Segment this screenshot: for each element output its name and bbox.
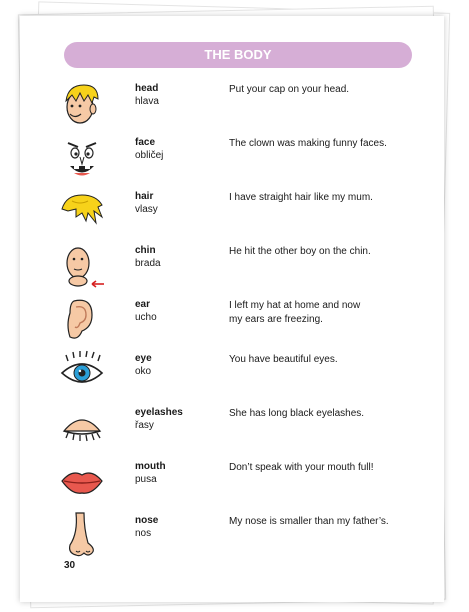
vocab-translation: obličej — [135, 150, 164, 161]
vocab-translation: oko — [135, 366, 152, 377]
example-line: Put your cap on your head. — [229, 84, 350, 95]
example-line: I left my hat at home and now — [229, 300, 361, 311]
eye-icon — [58, 349, 106, 397]
example-line: Don’t speak with your mouth full! — [229, 462, 374, 473]
vocab-translation: pusa — [135, 474, 157, 485]
vocab-row-chin — [20, 241, 444, 291]
vocab-row-face — [20, 133, 444, 183]
vocab-example — [229, 353, 429, 367]
vocab-row-mouth — [20, 457, 444, 507]
vocab-row-eyelashes — [20, 403, 444, 453]
nose-icon — [58, 511, 106, 559]
hair-icon — [58, 187, 106, 235]
face-icon — [58, 133, 106, 181]
example-line: My nose is smaller than my father’s. — [229, 516, 389, 527]
vocab-example — [229, 191, 429, 205]
vocab-word: nose — [135, 515, 159, 526]
vocab-example — [229, 515, 429, 529]
vocab-row-head — [20, 79, 444, 129]
vocab-row-eye — [20, 349, 444, 399]
vocab-example — [229, 461, 429, 475]
vocab-example — [229, 83, 429, 97]
example-line: my ears are freezing. — [229, 314, 323, 325]
vocab-word: mouth — [135, 461, 166, 472]
example-line: The clown was making funny faces. — [229, 138, 387, 149]
vocab-example — [229, 299, 429, 327]
section-title-banner: THE BODY — [64, 42, 412, 68]
vocab-row-ear — [20, 295, 444, 345]
example-line: I have straight hair like my mum. — [229, 192, 373, 203]
example-line: You have beautiful eyes. — [229, 354, 338, 365]
vocab-word: hair — [135, 191, 154, 202]
vocab-word: chin — [135, 245, 156, 256]
vocab-translation: hlava — [135, 96, 159, 107]
example-line: He hit the other boy on the chin. — [229, 246, 371, 257]
vocab-word: eyelashes — [135, 407, 183, 418]
vocab-row-nose — [20, 511, 444, 561]
vocab-word: eye — [135, 353, 152, 364]
vocab-example — [229, 245, 429, 259]
vocab-example — [229, 137, 429, 151]
vocab-word: face — [135, 137, 156, 148]
vocab-translation: vlasy — [135, 204, 158, 215]
chin-icon — [58, 241, 106, 289]
vocab-translation: ucho — [135, 312, 157, 323]
vocab-row-hair — [20, 187, 444, 237]
vocab-word: ear — [135, 299, 151, 310]
head-icon — [58, 79, 106, 127]
vocab-translation: řasy — [135, 420, 154, 431]
vocab-example — [229, 407, 429, 421]
page-number: 30 — [64, 560, 76, 571]
eyelashes-icon — [58, 403, 106, 451]
worksheet-page — [20, 16, 444, 602]
mouth-icon — [58, 457, 106, 505]
vocab-translation: nos — [135, 528, 152, 539]
vocab-word: head — [135, 83, 159, 94]
example-line: She has long black eyelashes. — [229, 408, 365, 419]
vocab-translation: brada — [135, 258, 161, 269]
ear-icon — [58, 295, 106, 343]
